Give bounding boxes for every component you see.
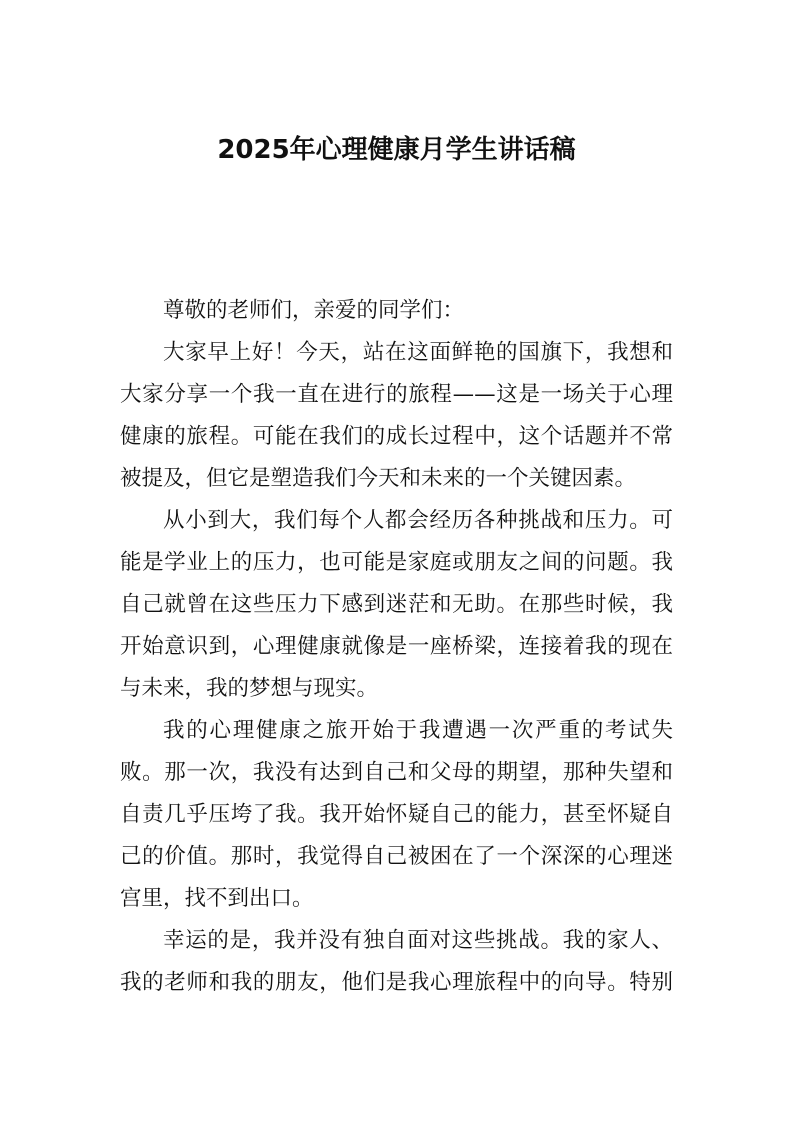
text-line: 尊敬的老师们，亲爱的同学们：	[163, 298, 465, 323]
text-line: 被提及，但它是塑造我们今天和未来的一个关键因素。	[120, 466, 637, 491]
text-line: 与未来，我的梦想与现实。	[120, 676, 379, 701]
text-line: 自责几乎压垮了我。我开始怀疑自己的能力，甚至怀疑自	[120, 802, 673, 827]
text-line: 自己就曾在这些压力下感到迷茫和无助。在那些时候，我	[120, 592, 673, 617]
text-line: 败。那一次，我没有达到自己和父母的期望，那种失望和	[120, 760, 673, 785]
text-line: 幸运的是，我并没有独自面对这些挑战。我的家人、	[163, 928, 673, 953]
document-body	[120, 290, 673, 1004]
text-line: 大家分享一个我一直在进行的旅程——这是一场关于心理	[120, 382, 673, 407]
text-line: 我的心理健康之旅开始于我遭遇一次严重的考试失	[163, 718, 673, 743]
text-line: 大家早上好！今天，站在这面鲜艳的国旗下，我想和	[163, 340, 673, 365]
document-title: 2025年心理健康月学生讲话稿	[217, 135, 576, 165]
text-line: 健康的旅程。可能在我们的成长过程中，这个话题并不常	[120, 424, 673, 449]
text-line: 己的价值。那时，我觉得自己被困在了一个深深的心理迷	[120, 844, 673, 869]
text-line: 从小到大，我们每个人都会经历各种挑战和压力。可	[163, 508, 673, 533]
text-line: 能是学业上的压力，也可能是家庭或朋友之间的问题。我	[120, 550, 673, 575]
text-line: 开始意识到，心理健康就像是一座桥梁，连接着我的现在	[120, 634, 673, 659]
text-line: 宫里，找不到出口。	[120, 886, 314, 911]
text-line: 我的老师和我的朋友，他们是我心理旅程中的向导。特别	[120, 970, 673, 995]
